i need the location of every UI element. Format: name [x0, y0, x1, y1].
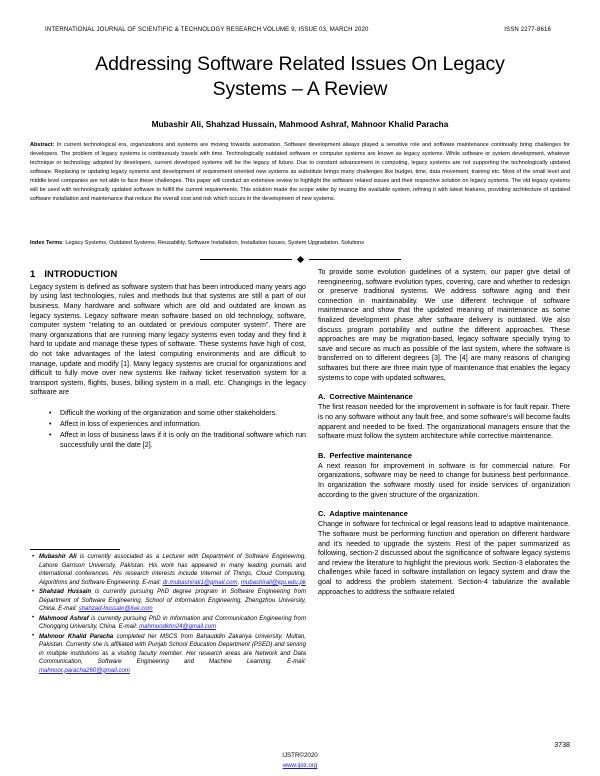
right-intro-paragraph: To provide some evolution guidelines of a system, our paper give detail of reengineering, software evolution types, covering, care and whether to redesign or preserve traditional systems. We address software aging and their connection in maintainability. We use different technique of software maintenance and show that the updated meaning of maintenance as some finalized development phase after software delivery is outdated. We also discuss program portability and outline the different approaches. These approaches are may be migration-based, legacy software specially trying to save and secure as much as possible of the last system, where the software is transferred on to different degrees [3]. The [4] are many reasons of changing softwares but there are three main type of maintenance that enables the legacy systems to cope with updated softwares,	[318, 268, 570, 382]
subsection-letter: A.	[318, 392, 326, 402]
index-terms	[30, 239, 570, 248]
bio-author-name: Mahmood Ashraf	[39, 615, 89, 622]
abstract-text: In current technological era, organizations and systems are moving towards automation. Software development always played a sensitive role and software maintenance continually bring challenges for developers. The problem of legacy systems is continuously travels with time. Technologically outdated software or computer systems are known as legacy systems. While software or system development, whatever technique or technology adopted by developers, current developed systems will be the legacy of future. Due to constant advancement in computing, legacy systems are not supporting the technologically updated software. Replacing or updating legacy systems and development of requirement oriented new systems as substitute brings many challenges like budget, time, data movement, training etc. Most of the small level and middle level companies are not able to face these challenges. This paper will conduct an extensive review to highlight the software related issues and their respective solution on legacy systems. The old legacy systems will be used with technologically updated software to fulfill the current requirements. This solution made the scope wider by reusing the available system, refining it with latest features, providing architecture of updated software installation and maintenance that reduce the overall cost and risk which occurs in the development of new systems.	[30, 142, 570, 202]
email-link[interactable]: mahnoor.paracha260@gmail.com	[39, 667, 130, 674]
right-column	[318, 268, 570, 597]
subsection-heading-adaptive-maintenance	[318, 509, 570, 519]
bio-text: is currently associated as a Lecturer with Department of Software Engineering, Lahore Garrison University, Pakistan. His work has appeared in many leading journals and international conferences. His research interests include Internet of Things, Cloud Computing, Algorithms and Software Engineering.	[39, 554, 306, 586]
journal-info: INTERNATIONAL JOURNAL OF SCIENTIFIC & TECHNOLOGY RESEARCH VOLUME 9, ISSUE 03, MARCH 2020	[45, 26, 369, 33]
section-separator	[30, 253, 570, 265]
running-head	[45, 26, 555, 33]
subsection-body-perfective-maintenance: A next reason for improvement in software is for commercial nature. For organizations, software may be need to change for business best performance. In organization the software mostly used for inside services of organization according to the given structure of the organization.	[318, 461, 570, 499]
footer-code: IJSTR©2020	[282, 752, 318, 759]
issn: ISSN 2277-8616	[504, 26, 551, 33]
list-item: • Difficult the working of the organization and some other stakeholders.	[60, 409, 306, 419]
list-item	[39, 615, 306, 632]
email-separator: ,	[237, 579, 241, 586]
author-list: Mubashir Ali, Shahzad Hussain, Mahmood Ashraf, Mahnoor Khalid Paracha	[151, 119, 449, 129]
bio-text: is currently pursuing PhD in Information and Communication Engineering from Chongqing University, China.	[39, 615, 306, 631]
email-label: E-mail:	[58, 606, 79, 613]
bio-author-name: Mubashir Ali	[39, 554, 77, 560]
intro-bullet-list	[30, 409, 306, 451]
page-number: 3738	[554, 741, 570, 749]
section-title: INTRODUCTION	[44, 268, 118, 279]
subsection-title: Corrective Maintenance	[329, 392, 413, 402]
subsection-heading-corrective-maintenance	[318, 392, 570, 402]
email-label: E-mail:	[287, 659, 306, 666]
list-item	[39, 633, 306, 676]
page-footer	[0, 752, 600, 771]
email-link[interactable]: dr.mubashirali1@gmail.com	[162, 579, 238, 586]
abstract-label: Abstract:	[30, 142, 55, 148]
subsection-heading-perfective-maintenance	[318, 451, 570, 461]
email-link[interactable]: mubashirali@lgu.edu.pk	[240, 579, 306, 586]
email-label: E-mail:	[142, 579, 163, 586]
index-terms-label: Index Terms	[30, 240, 63, 246]
subsection-title: Perfective maintenance	[329, 450, 412, 460]
journal-website-link[interactable]: www.ijstr.org	[282, 761, 318, 769]
email-label: E-mail:	[118, 624, 140, 631]
subsection-letter: B.	[318, 450, 326, 460]
separator-line-left	[200, 259, 292, 260]
section-number: 1	[30, 268, 36, 279]
subsection-body-adaptive-maintenance: Change in software for technical or legal reasons lead to adaptive maintenance. The software must be performing function and operation on different hardware and it’s needed to upgrade the system. Rest of the paper summarized as following, section-2 discussed about the significance of software legacy systems and review the literature to highlight the previous work. Section-3 elaborates the challenges while faced in software installation on legacy system and draw the goal to address the problem statement. Section-4 tabularize the available approaches to address the software related	[318, 520, 570, 596]
author-bios	[30, 553, 306, 676]
footnote-rule	[30, 549, 120, 550]
bio-email-line	[142, 580, 306, 586]
abstract	[30, 141, 570, 204]
section-heading-introduction	[30, 268, 306, 281]
diamond-icon	[296, 255, 303, 262]
intro-paragraph: Legacy system is defined as software system that has been introduced many years ago by using last technologies, rules and methods but that systems are still a part of our business. Many hardware and software which are old and outdated are known as legacy systems. Legacy software mean software based on old technology, software, computer system “relating to an outdated or previous computer system”. There are many organizations that are running many legacy systems even today and they find it hard to update and manage these types of software. These systems have high of cost, do not take advantages of the latest computing environments and are difficult to manage, update and modify [1]. Many legacy systems are crucial for organizations and difficult to fully move over new systems like railway ticket reservation system for a transport system, flights, buses, billing system in a mall, etc. Changings in the legacy software are	[30, 282, 306, 397]
list-item	[39, 588, 306, 614]
bio-email-line	[58, 606, 153, 612]
subsection-body-corrective-maintenance: The first reason needed for the improvement in software is for fault repair. There is no any software without any fault free, and some software’s will become faults apparent and needed to be fixed. The organizational managers ensure that the software must follow the system architecture while corrective maintenance.	[318, 403, 570, 441]
paper-title: Addressing Software Related Issues On Legacy Systems – A Review	[95, 53, 505, 100]
bio-author-name: Mahnoor Khalid Paracha	[39, 633, 114, 640]
list-item: • Affect in loss of experiences and information.	[60, 420, 306, 430]
subsection-title: Adaptive maintenance	[329, 509, 408, 519]
list-item: • Affect in loss of business laws if it is only on the traditional software which run successfully until the date [2].	[60, 431, 306, 450]
bio-text: completed her MSCS from Bahauddin Zakariya University, Multan, Pakistan. Currently she is affiliated with Punjab School Education Department (PSED) and serving in multiple institutions as a visiting faculty member. Her research areas are Network and Data Communication, Software Engineering and Machine Learning.	[39, 633, 306, 666]
email-link[interactable]: mahmoodkhn24@gmail.com	[139, 624, 217, 631]
index-terms-text: : Legacy Systems, Outdated Systems, Reusability, Software Installation, Installation Issues, System Upgradation, Solutions	[62, 240, 364, 246]
bio-text: is currently pursuing PhD degree program in Software Engineering from Department of Software Engineering, School of Information Engineering, Zhengzhou University, China.	[39, 589, 306, 613]
left-column	[30, 268, 306, 452]
list-item	[39, 553, 306, 587]
bio-author-name: Shahzad Hussain	[39, 589, 92, 596]
bio-email-line	[119, 624, 217, 630]
email-link[interactable]: shahzad-hussain@live.com	[78, 606, 153, 613]
author-bio-list	[30, 553, 306, 675]
subsection-letter: C.	[318, 509, 326, 519]
separator-line-right	[309, 259, 401, 260]
